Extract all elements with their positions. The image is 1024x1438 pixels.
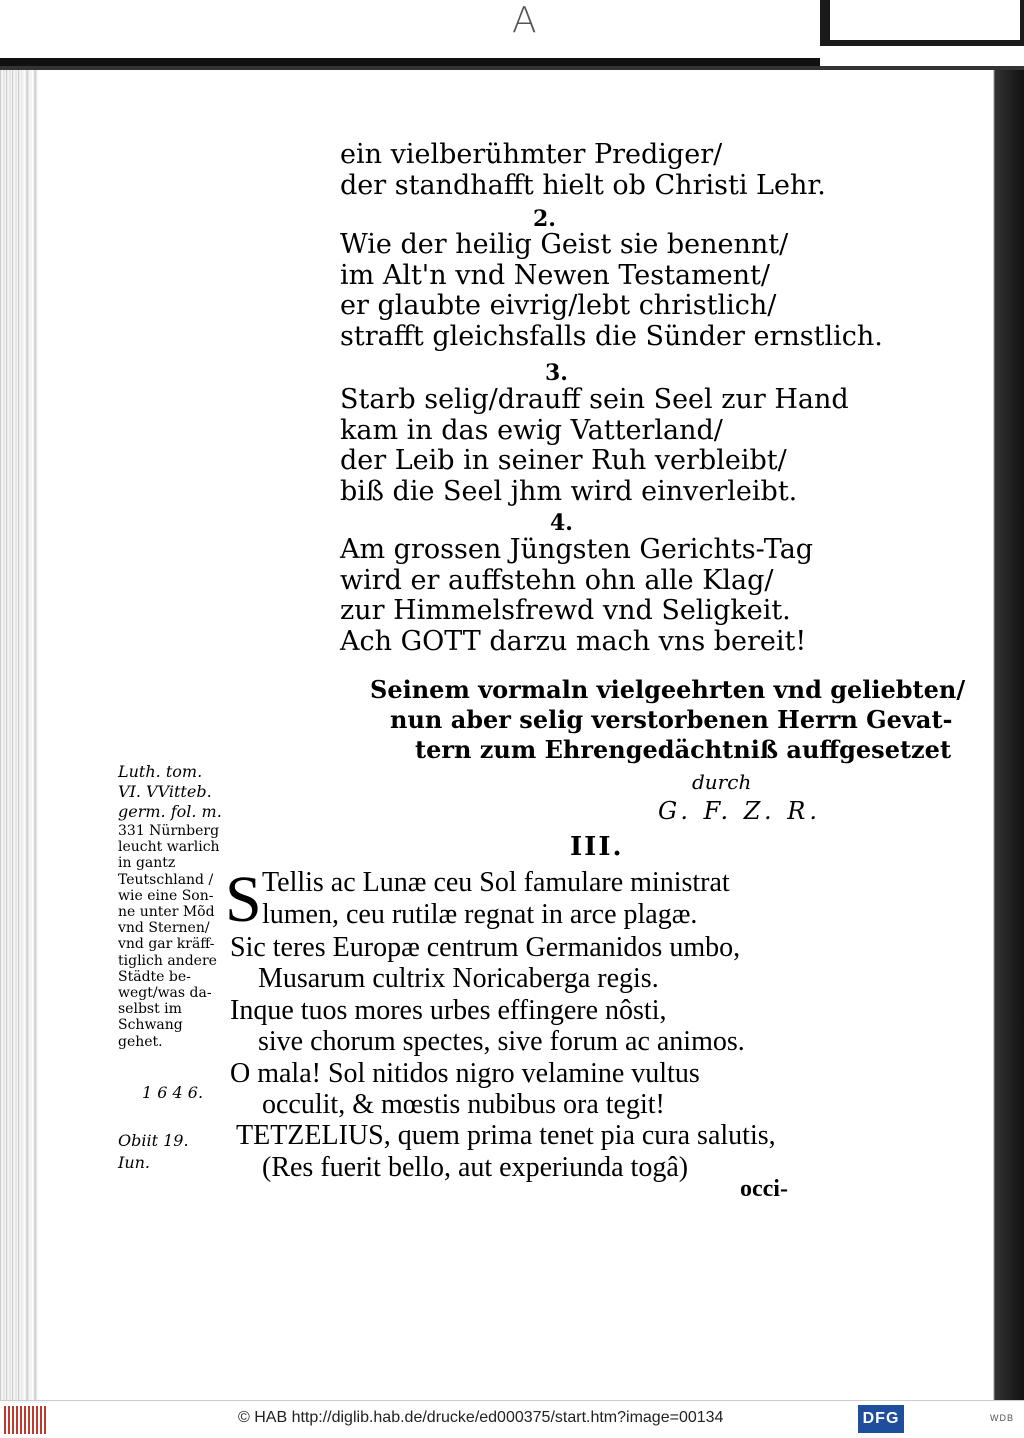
dedication-line: tern zum Ehrengedächtniß auffgesetzet xyxy=(415,735,952,764)
poem-intro xyxy=(340,140,826,201)
footer-bar xyxy=(0,1400,1024,1438)
hab-logo-icon xyxy=(4,1406,46,1434)
latin-line: Sic teres Europæ centrum Germanidos umbo, xyxy=(230,932,741,963)
scan-top-bar xyxy=(0,58,820,66)
latin-line: Inque tuos mores urbes effingere nôsti, xyxy=(230,995,667,1026)
section-number: III. xyxy=(570,832,624,862)
margin-line: Obiit 19. xyxy=(118,1131,189,1150)
stanza-4 xyxy=(340,535,813,657)
poem-line: der standhafft hielt ob Christi Lehr. xyxy=(340,169,826,201)
margin-line: selbst im xyxy=(118,1001,182,1018)
poem-line: ein vielberühmter Prediger/ xyxy=(340,139,723,170)
poem-line: im Alt'n vnd Newen Testament/ xyxy=(340,259,770,291)
stanza-3 xyxy=(340,385,849,507)
margin-line: gehet. xyxy=(118,1033,163,1050)
pencil-mark: A xyxy=(512,0,537,41)
margin-line: VI. VVitteb. xyxy=(118,782,212,801)
margin-line: ne unter Mõd xyxy=(118,904,215,921)
margin-line: leucht warlich xyxy=(118,839,220,856)
poem-line: der Leib in seiner Ruh verbleibt/ xyxy=(340,445,787,476)
poem-line: kam in das ewig Vatterland/ xyxy=(340,414,723,446)
dedication-line: Seinem vormaln vielgeehrten vnd geliebten/ xyxy=(370,675,966,704)
latin-line: TETZELIUS, quem prima tenet pia cura salutis, xyxy=(236,1120,776,1151)
margin-obiit xyxy=(118,1130,189,1174)
margin-citation xyxy=(118,762,222,822)
margin-line: wie eine Son- xyxy=(118,887,214,904)
margin-line: Städte be- xyxy=(118,968,191,985)
margin-line: tiglich andere xyxy=(118,952,217,969)
latin-line: (Res fuerit bello, aut experiunda togâ) xyxy=(262,1152,689,1183)
dedication-durch: durch xyxy=(692,770,752,794)
copyright-link[interactable]: © HAB http://diglib.hab.de/drucke/ed000375/start.htm?image=00134 xyxy=(238,1409,724,1426)
margin-line: vnd Sternen/ xyxy=(118,920,210,937)
margin-note xyxy=(118,823,220,1050)
poem-line: biß die Seel jhm wird einverleibt. xyxy=(340,475,798,507)
margin-line: 331 Nürnberg xyxy=(118,823,220,839)
latin-line: O mala! Sol nitidos nigro velamine vultus xyxy=(230,1058,700,1089)
book-edge-right xyxy=(985,70,1024,1400)
stanza-2 xyxy=(340,230,883,352)
book-gutter xyxy=(0,70,22,1400)
margin-line: Teutschland / xyxy=(118,871,214,888)
dfg-logo[interactable]: DFG xyxy=(858,1405,904,1433)
poem-line: Wie der heilig Geist sie benennt/ xyxy=(340,229,789,260)
margin-line: wegt/was da- xyxy=(118,985,212,1002)
latin-line: Tellis ac Lunæ ceu Sol famulare ministrat xyxy=(262,867,730,898)
latin-line: lumen, ceu rutilæ regnat in arce plagæ. xyxy=(262,899,698,930)
book-gutter-inner xyxy=(22,70,38,1400)
author-initials: G. F. Z. R. xyxy=(658,797,821,825)
latin-line: occulit, & mœstis nubibus ora tegit! xyxy=(262,1089,665,1120)
poem-line: er glaubte eivrig/lebt christlich/ xyxy=(340,290,777,321)
scan-edge-tab-inner xyxy=(830,0,1020,40)
catchword: occi- xyxy=(740,1176,788,1202)
document-page xyxy=(40,70,985,1400)
margin-line: Luth. tom. xyxy=(118,762,203,781)
poem-line: wird er auffstehn ohn alle Klag/ xyxy=(340,564,774,596)
poem-line: Ach GOTT darzu mach vns bereit! xyxy=(340,625,807,657)
margin-line: Iun. xyxy=(118,1153,151,1172)
wdb-label: WDB xyxy=(990,1413,1014,1423)
margin-line: in gantz xyxy=(118,855,176,872)
stanza-number: 2. xyxy=(533,206,556,232)
dedication-line: nun aber selig verstorbenen Herrn Gevat- xyxy=(390,705,953,734)
latin-line: sive chorum spectes, sive forum ac animos. xyxy=(258,1026,745,1057)
margin-year: 1 6 4 6. xyxy=(142,1083,204,1102)
stanza-number: 4. xyxy=(550,510,573,536)
margin-line: vnd gar kräff- xyxy=(118,936,215,953)
stanza-number: 3. xyxy=(545,360,568,386)
poem-line: zur Himmelsfrewd vnd Seligkeit. xyxy=(340,595,791,626)
drop-cap: S xyxy=(225,863,262,936)
poem-line: Am grossen Jüngsten Gerichts-Tag xyxy=(340,534,814,565)
margin-line: germ. fol. m. xyxy=(118,802,222,821)
latin-line: Musarum cultrix Noricaberga regis. xyxy=(258,963,659,994)
poem-line: strafft gleichsfalls die Sünder ernstlich. xyxy=(340,320,883,352)
poem-line: Starb selig/drauff sein Seel zur Hand xyxy=(340,384,849,415)
margin-line: Schwang xyxy=(118,1017,183,1034)
